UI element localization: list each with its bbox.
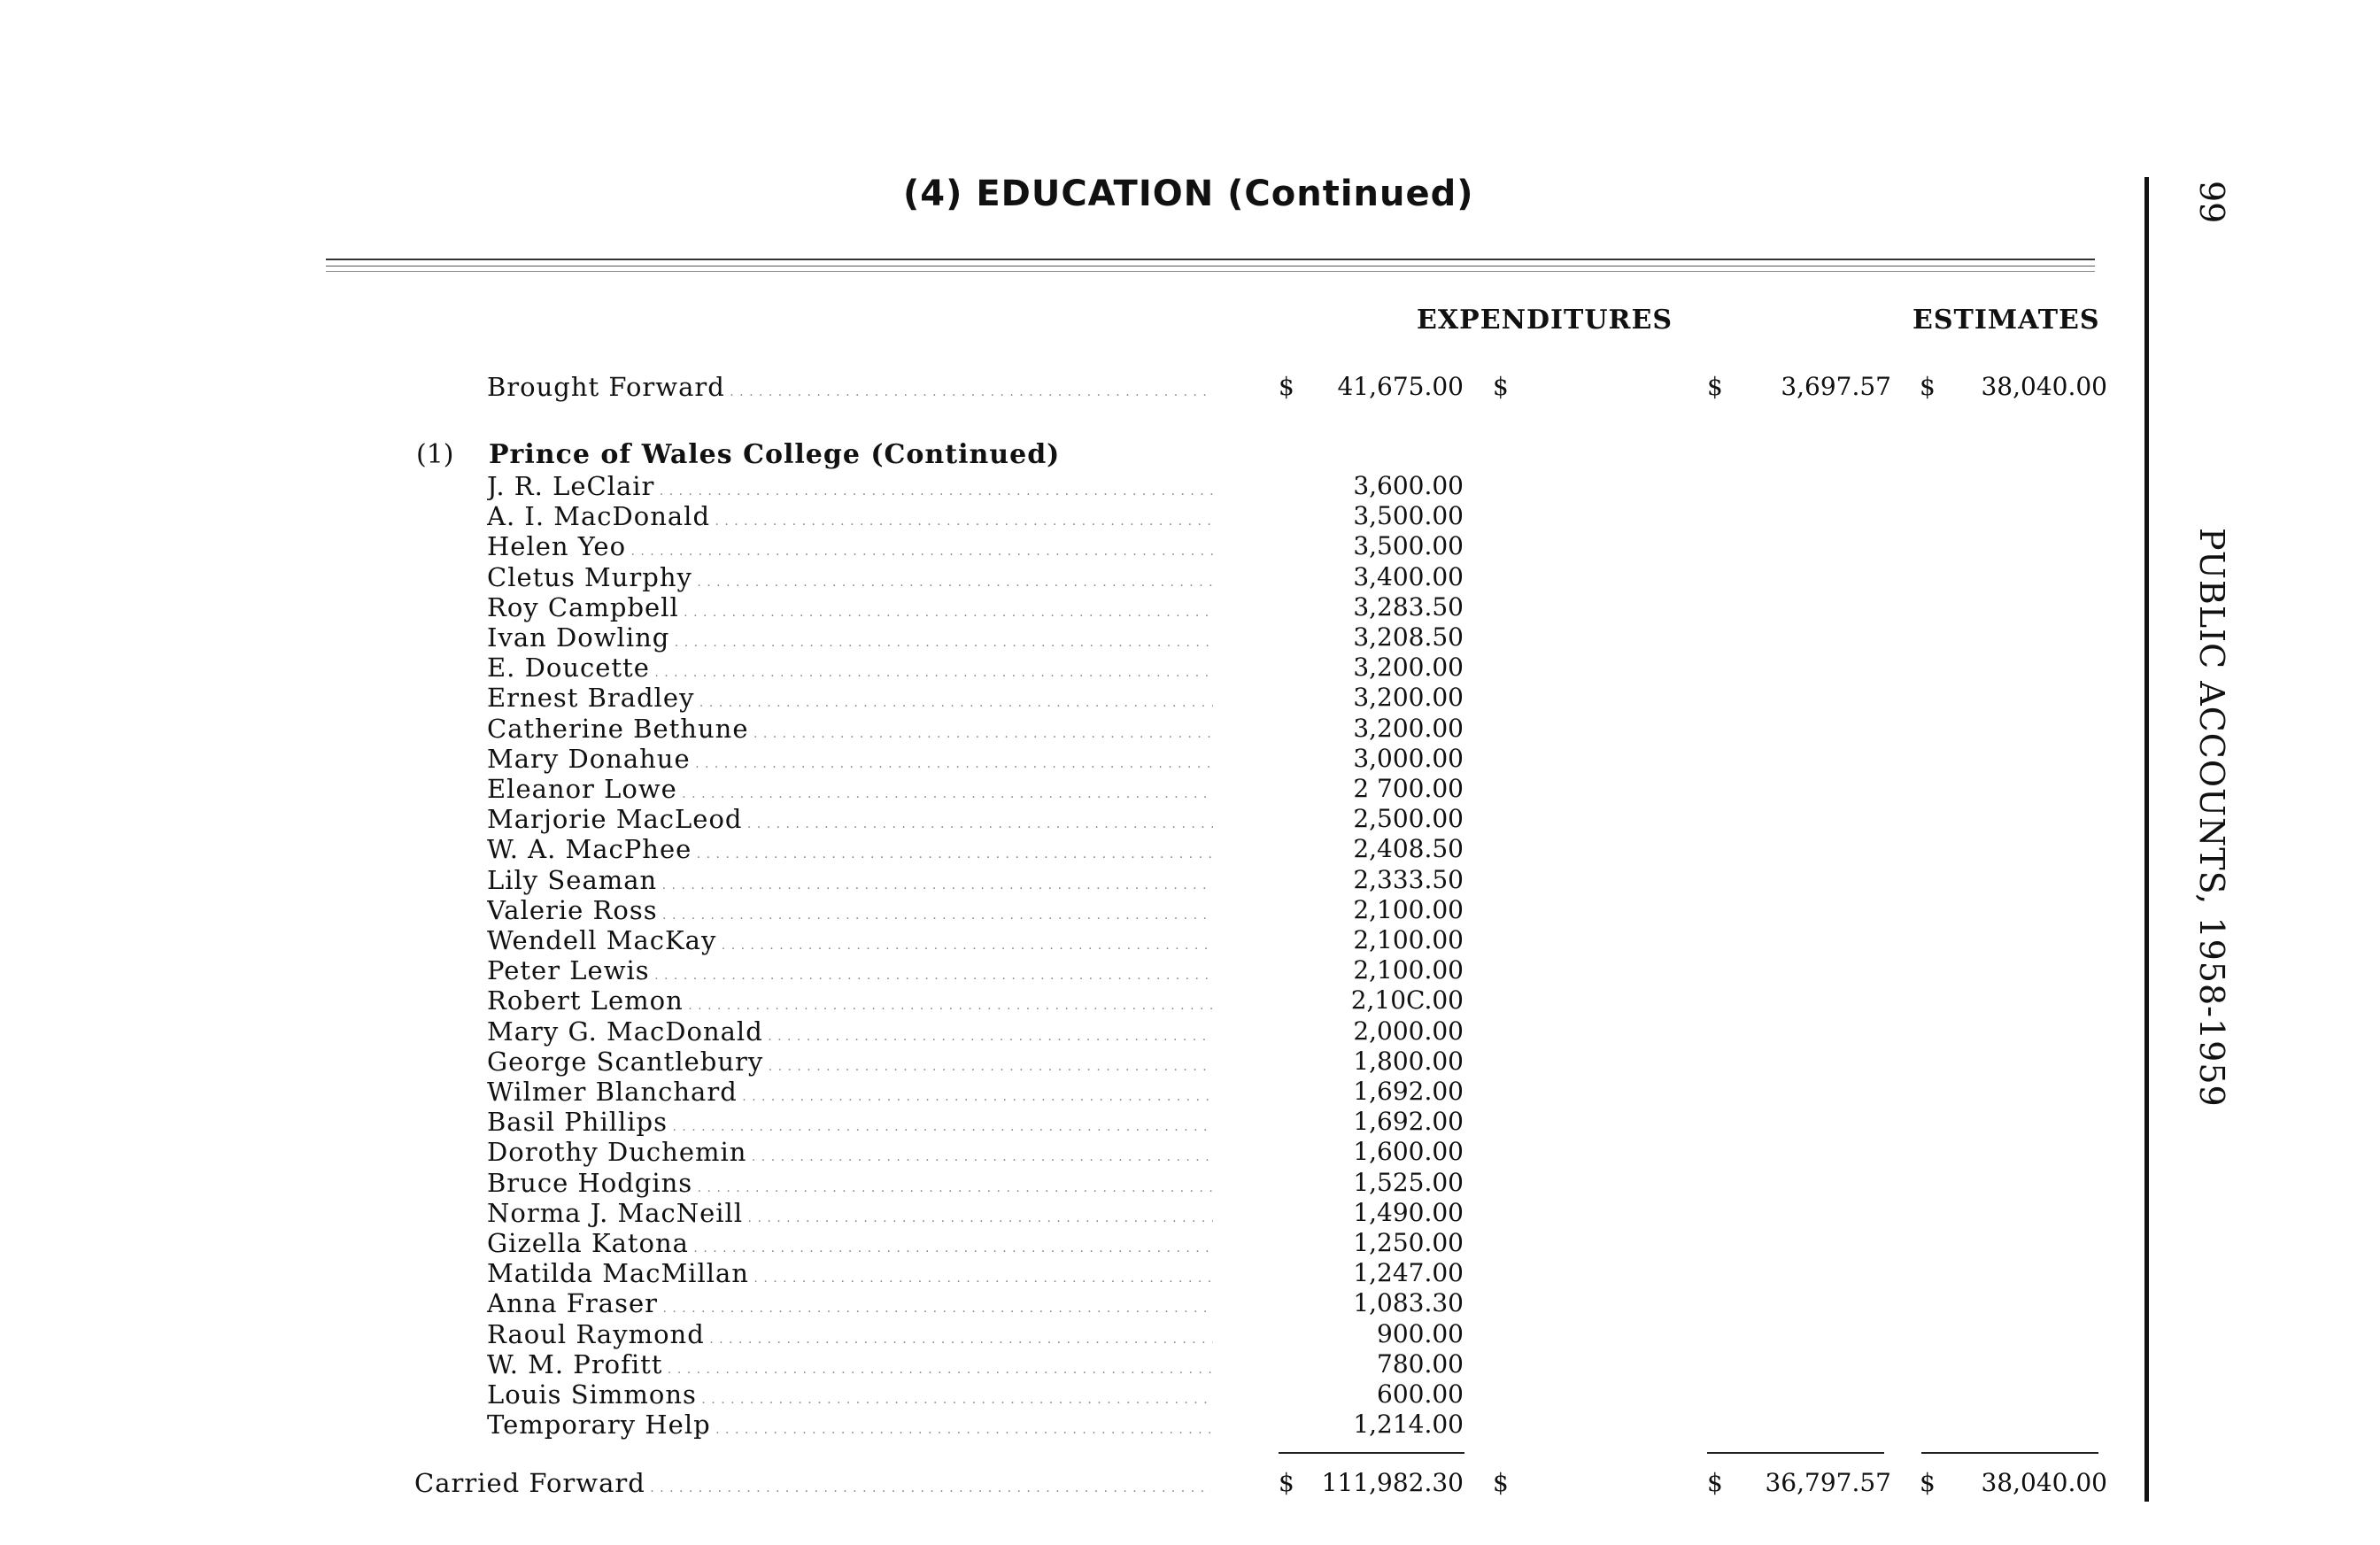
header-rule [326,259,2095,260]
payee-name: George Scantlebury . . . [487,1047,1213,1082]
total-rule [1279,1452,1464,1454]
currency-sign: $ [1707,372,1723,401]
payee-amount: 1,800.00 [1353,1046,1464,1076]
payee-amount: 3,400.00 [1353,561,1464,591]
carried-forward-estimate-total: 38,040.00 [1981,1468,2107,1497]
payee-name: J. R. LeClair . . . [487,471,1213,506]
table-row [0,1258,2380,1288]
carried-forward-row [0,1468,2380,1498]
currency-sign: $ [1920,372,1936,401]
payee-name: E. Doucette . . . [487,653,1213,688]
payee-name: Lily Seaman . . . [487,865,1213,900]
payee-amount: 780.00 [1377,1348,1464,1379]
payee-amount: 3,500.00 [1353,531,1464,561]
table-row [0,562,2380,592]
table-row [0,531,2380,561]
payee-name: Bruce Hodgins . . . [487,1168,1213,1203]
table-row [0,653,2380,683]
running-title: PUBLIC ACCOUNTS, 1958-1959 [2192,528,2231,1108]
payee-amount: 3,000.00 [1353,743,1464,773]
payee-name: Temporary Help . . . [487,1410,1213,1445]
payee-amount: 3,200.00 [1353,713,1464,743]
currency-sign: $ [1920,1468,1936,1497]
payee-amount: 1,692.00 [1353,1077,1464,1106]
table-row [0,501,2380,531]
payee-amount: 1,214.00 [1353,1410,1464,1440]
payee-name: W. A. MacPhee . . . [487,834,1213,869]
brought-forward-estimate: 3,697.57 [1781,372,1891,401]
total-rule [1707,1452,1884,1454]
payee-amount: 1,525.00 [1353,1167,1464,1197]
total-rule [1921,1452,2098,1454]
payee-amount: 1,250.00 [1353,1228,1464,1257]
page-title: (4) EDUCATION (Continued) [903,174,1474,214]
payee-amount: 1,600.00 [1353,1137,1464,1167]
payee-amount: 2,100.00 [1353,955,1464,985]
table-row [0,1137,2380,1167]
payee-name: Mary G. MacDonald . . . [487,1016,1213,1052]
table-row [0,1349,2380,1379]
table-row [0,774,2380,804]
table-row [0,1047,2380,1077]
table-row [0,925,2380,955]
payee-amount: 2,10C.00 [1350,985,1464,1016]
payee-name: Anna Fraser . . . [487,1288,1213,1324]
payee-amount: 600.00 [1377,1379,1464,1409]
payee-amount: 3,200.00 [1353,683,1464,713]
table-row [0,683,2380,713]
table-row [0,955,2380,985]
brought-forward-expenditure: 41,675.00 [1337,372,1464,401]
table-row [0,1379,2380,1410]
table-row [0,744,2380,774]
side-rule [2144,177,2149,1502]
table-row [0,592,2380,622]
section-number: (1) [416,439,454,470]
payee-name: Basil Phillips . . . [487,1107,1213,1142]
table-row [0,834,2380,864]
payee-name: Valerie Ross . . . [487,895,1213,931]
currency-sign: $ [1279,372,1294,401]
table-row [0,1198,2380,1228]
payee-amount: 2,500.00 [1353,804,1464,834]
payee-name: Mary Donahue . . . [487,744,1213,779]
payee-name: Norma J. MacNeill . . . [487,1198,1213,1233]
table-row [0,471,2380,501]
payee-name: Ernest Bradley . . . [487,683,1213,718]
payee-name: A. I. MacDonald . . . [487,501,1213,537]
currency-sign: $ [1707,1468,1723,1497]
payee-amount: 2,333.50 [1353,864,1464,894]
payee-name: Wilmer Blanchard . . . [487,1077,1213,1112]
payee-name: Eleanor Lowe . . . [487,774,1213,809]
table-row [0,985,2380,1016]
payee-amount: 900.00 [1377,1318,1464,1348]
table-row [0,714,2380,744]
table-row [0,1288,2380,1318]
payee-name: Dorothy Duchemin . . . [487,1137,1213,1172]
payee-name: Peter Lewis . . . [487,955,1213,991]
section-heading [0,439,2380,471]
estimates-heading: ESTIMATES [1912,305,2100,336]
brought-forward-row [0,372,2380,402]
section-title: Prince of Wales College (Continued) [489,439,1061,470]
payee-name: Robert Lemon . . . [487,985,1213,1021]
table-row [0,1228,2380,1258]
table-row [0,1107,2380,1137]
payee-name: Raoul Raymond . . . [487,1319,1213,1355]
payee-amount: 2,000.00 [1353,1016,1464,1046]
brought-forward-estimate-total: 38,040.00 [1981,372,2107,401]
payee-amount: 1,692.00 [1353,1107,1464,1137]
carried-forward-expenditure: 111,982.30 [1321,1468,1464,1497]
table-row [0,1410,2380,1440]
header-rule [326,266,2095,267]
payee-name: Roy Campbell . . . [487,592,1213,628]
carried-forward-label: Carried Forward . . . [414,1468,1211,1503]
brought-forward-label: Brought Forward . . . [487,372,1213,407]
payee-amount: 3,200.00 [1353,653,1464,683]
currency-sign: $ [1279,1468,1294,1497]
payee-name: Catherine Bethune . . . [487,714,1213,749]
payee-amount: 3,600.00 [1353,471,1464,500]
table-row [0,622,2380,653]
payee-amount: 2 700.00 [1353,774,1464,803]
payee-amount: 1,247.00 [1353,1258,1464,1288]
currency-sign: $ [1493,372,1509,401]
payee-name: Gizella Katona . . . [487,1228,1213,1263]
payee-name: Helen Yeo . . . [487,531,1213,567]
payee-amount: 3,208.50 [1353,622,1464,652]
payee-amount: 3,283.50 [1353,591,1464,622]
table-row [0,1168,2380,1198]
payee-amount: 1,490.00 [1353,1197,1464,1227]
payee-name: Matilda MacMillan . . . [487,1258,1213,1294]
table-row [0,1077,2380,1107]
currency-sign: $ [1493,1468,1509,1497]
payee-name: Marjorie MacLeod . . . [487,804,1213,839]
payee-name: Wendell MacKay . . . [487,925,1213,961]
table-row [0,865,2380,895]
payee-name: Ivan Dowling . . . [487,622,1213,658]
header-rule [326,271,2095,272]
table-row [0,804,2380,834]
carried-forward-estimate: 36,797.57 [1765,1468,1891,1497]
payee-name: Cletus Murphy . . . [487,562,1213,598]
payee-amount: 2,100.00 [1353,894,1464,924]
table-row [0,1319,2380,1349]
payee-name: Louis Simmons . . . [487,1379,1213,1415]
payee-amount: 2,408.50 [1353,834,1464,864]
expenditures-heading: EXPENDITURES [1417,305,1673,336]
payee-amount: 2,100.00 [1353,925,1464,954]
payee-name: W. M. Profitt . . . [487,1349,1213,1385]
page-number: 99 [2192,181,2231,224]
table-row [0,1016,2380,1047]
payee-amount: 1,083.30 [1353,1288,1464,1318]
payee-amount: 3,500.00 [1353,501,1464,531]
table-row [0,895,2380,925]
